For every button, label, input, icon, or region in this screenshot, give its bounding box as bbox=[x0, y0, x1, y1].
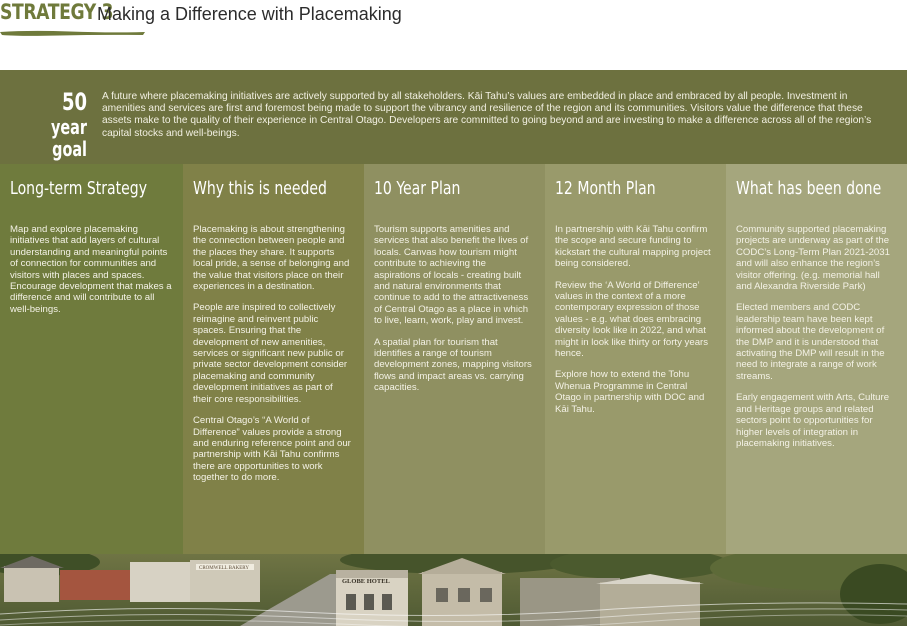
goal-number: 50 bbox=[61, 88, 87, 116]
column-long-term-strategy bbox=[0, 164, 183, 554]
column-paragraph: Elected members and CODC leadership team have been kept informed about the development of the DMP and it is understood that activating the DMP will result in the need to integrate a range of work streams. bbox=[736, 302, 885, 382]
column-paragraph: Placemaking is about strengthening the connection between people and the places they share. It supports local pride, a sense of belonging and the value that visitors place on their experiences in a destination. bbox=[193, 224, 350, 293]
column-what-has-been-done bbox=[726, 164, 907, 554]
column-ten-year-plan bbox=[364, 164, 545, 554]
strategy-tag: STRATEGY 3 bbox=[0, 0, 114, 24]
page-title: Making a Difference with Placemaking bbox=[97, 4, 402, 24]
column-paragraph: A spatial plan for tourism that identifies a range of tourism development zones, mapping visitors flows and impact areas vs. carrying capacities. bbox=[374, 336, 532, 394]
column-title: Long-term Strategy bbox=[10, 178, 148, 199]
fifty-year-goal-band bbox=[0, 70, 907, 164]
column-why-needed bbox=[183, 164, 364, 554]
column-paragraph: Community supported placemaking projects are underway as part of the CODC’s Long-Term Plan 2021-2031 and will also enhance the region’s visitor offering. (e.g. memorial hall and Alexandra Riverside Park) bbox=[736, 224, 890, 293]
column-paragraph: Map and explore placemaking initiatives that add layers of cultural understanding and meaningful points of connection for communities and visitors with places and spaces. Encourage development that makes a difference and will contribute to all well-beings. bbox=[10, 224, 172, 315]
column-title: 10 Year Plan bbox=[374, 178, 461, 199]
column-paragraph: In partnership with Kāi Tahu confirm the scope and secure funding to kickstart the cultural mapping project being considered. bbox=[555, 224, 711, 270]
page-header bbox=[0, 0, 907, 40]
column-paragraph: People are inspired to collectively reimagine and reinvent public spaces. Ensuring that the development of new amenities, services or significant new public or private sector development consider placemaking and community development initiatives as part of their core responsibilities. bbox=[193, 302, 348, 405]
street-scene-illustration bbox=[0, 554, 907, 626]
column-title: 12 Month Plan bbox=[555, 178, 656, 199]
column-title: Why this is needed bbox=[193, 178, 327, 199]
sign-cromwell-bakery: CROMWELL BAKERY bbox=[199, 566, 249, 571]
brush-stroke-divider bbox=[0, 29, 145, 37]
column-paragraph: Tourism supports amenities and services that also benefit the lives of locals. Canvas how tourism might contribute to achieving the aspirations of locals - creating built and natural environments that continue to add to the attractiveness of Central Otago as a place in which to live, learn, work, play and invest. bbox=[374, 224, 529, 327]
column-paragraph: Review the ‘A World of Difference’ values in the context of a more contemporary expression of those values - e.g. what does embracing diversity look like in 2022, and what might in look like thirty or forty years hence. bbox=[555, 279, 709, 360]
plan-columns bbox=[0, 164, 907, 554]
town-street-photo bbox=[0, 554, 907, 626]
column-twelve-month-plan bbox=[545, 164, 726, 554]
column-title: What has been done bbox=[736, 178, 882, 199]
column-paragraph: Explore how to extend the Tohu Whenua Programme in Central Otago in partnership with DOC and Kāi Tahu. bbox=[555, 369, 705, 415]
goal-text: A future where placemaking initiatives are actively supported by all stakeholders. Kāi Tahu’s values are embedded in place and embraced by all people. Investment in amenities and services are first and foremost being made to support the vibrancy and resilience of the region and its communities. Visitors value the difference that these assets make to the quality of their experience in Central Otago. Developers are committed to going beyond and are investing to make a difference across all of the region’s capital stocks and well-beings. bbox=[102, 91, 872, 139]
goal-label: year goal bbox=[51, 115, 87, 161]
column-paragraph: Central Otago’s “A World of Difference” values provide a strong and enduring reference point and our partnership with Kāi Tahu confirms there are opportunities to work together to do more. bbox=[193, 415, 351, 484]
column-paragraph: Early engagement with Arts, Culture and Heritage groups and related sectors point to opportunities for higher levels of integration in placemaking initiatives. bbox=[736, 392, 890, 449]
sign-globe-hotel: GLOBE HOTEL bbox=[342, 578, 390, 585]
